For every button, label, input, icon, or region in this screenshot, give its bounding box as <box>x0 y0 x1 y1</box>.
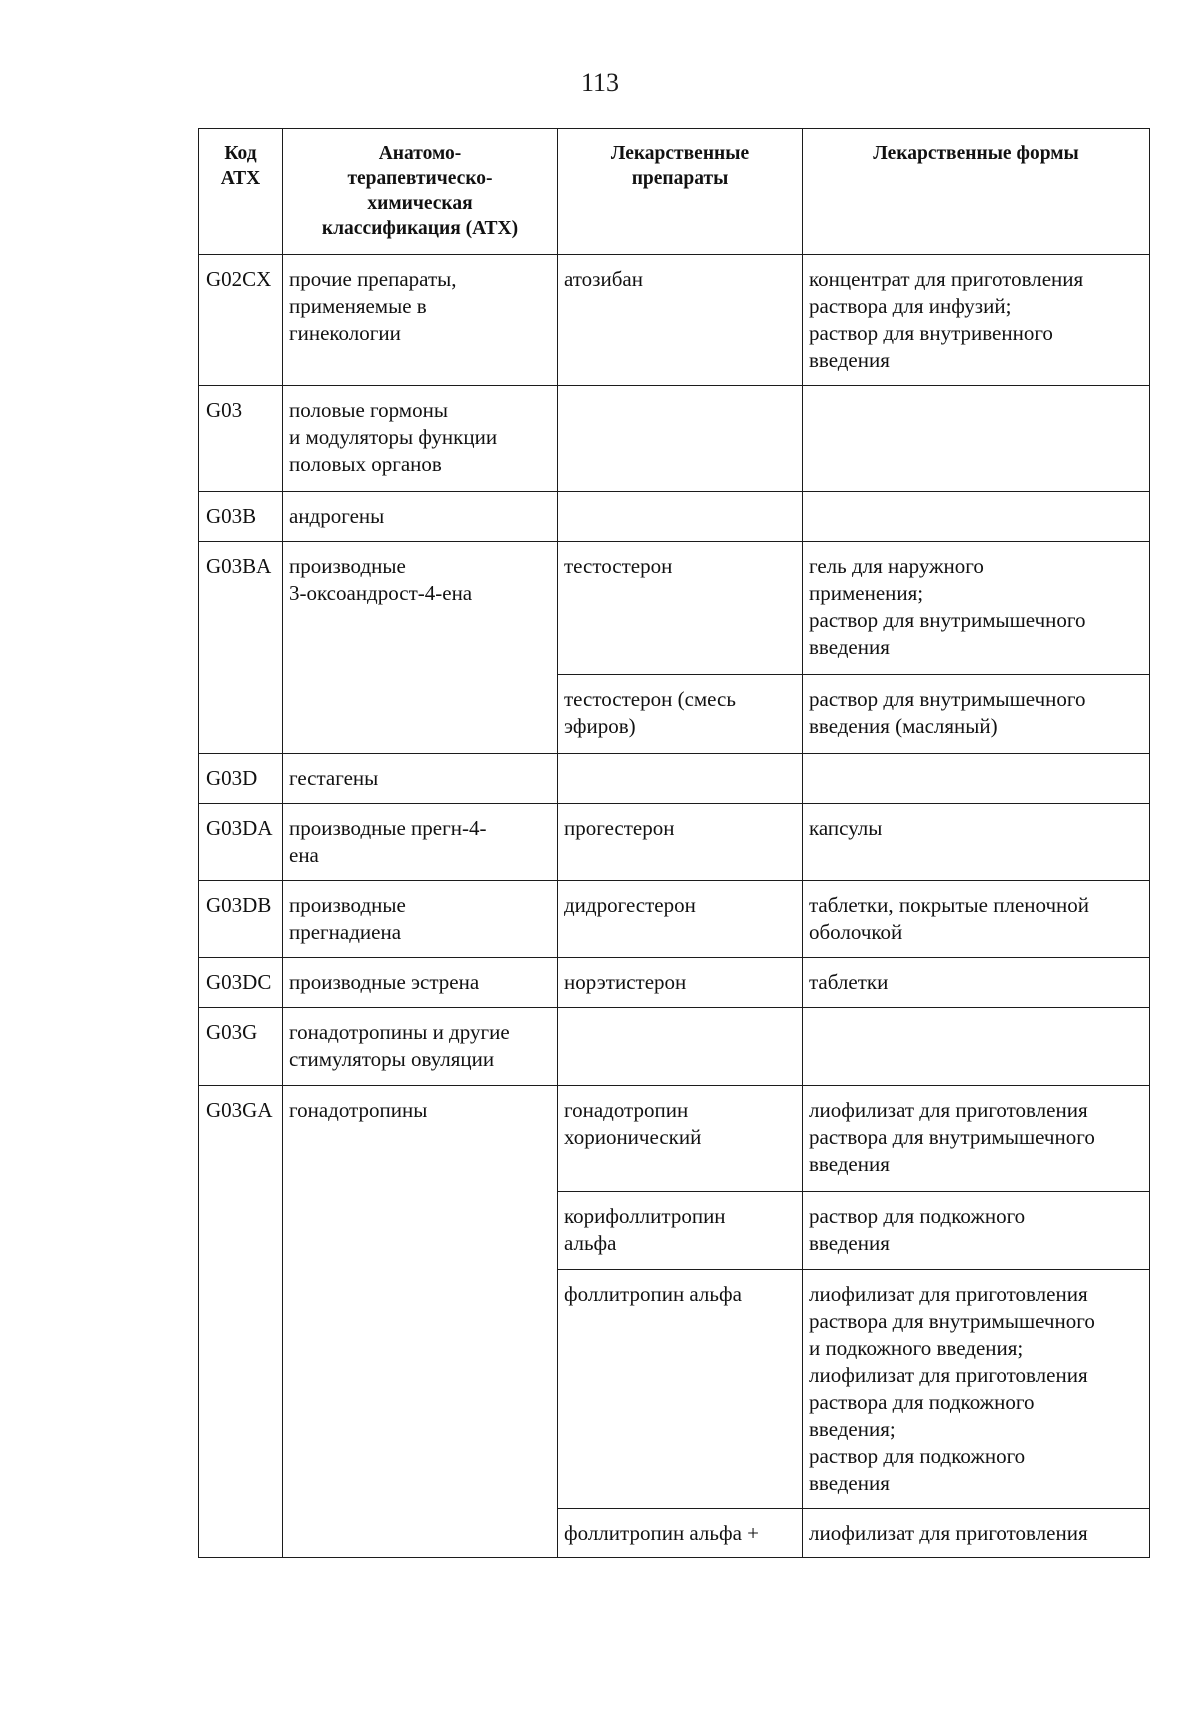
table-row-g03dc <box>199 958 1150 1008</box>
cell-classification: гонадотропины и другие стимуляторы овуляции <box>283 1008 558 1086</box>
cell-forms: гель для наружного применения; раствор для внутримышечного введения <box>803 542 1150 675</box>
cell-code: G03GA <box>199 1086 283 1558</box>
cell-forms: таблетки <box>803 958 1150 1008</box>
cell-classification: производные прегн-4- ена <box>283 804 558 881</box>
cell-code: G03 <box>199 386 283 492</box>
cell-code: G03DB <box>199 881 283 958</box>
cell-forms: таблетки, покрытые пленочной оболочкой <box>803 881 1150 958</box>
header-forms: Лекарственные формы <box>803 129 1150 255</box>
table-row-g03 <box>199 386 1150 492</box>
header-code: Код АТХ <box>199 129 283 255</box>
cell-drug: тестостерон <box>558 542 803 675</box>
cell-code: G03D <box>199 754 283 804</box>
table-row-g03da <box>199 804 1150 881</box>
cell-code: G02CX <box>199 255 283 386</box>
cell-classification: андрогены <box>283 492 558 542</box>
cell-code: G03G <box>199 1008 283 1086</box>
cell-drug: прогестерон <box>558 804 803 881</box>
cell-classification: половые гормоны и модуляторы функции половых органов <box>283 386 558 492</box>
cell-forms: лиофилизат для приготовления раствора для внутримышечного введения <box>803 1086 1150 1192</box>
cell-forms-empty <box>803 386 1150 492</box>
cell-code: G03DC <box>199 958 283 1008</box>
cell-classification: производные 3-оксоандрост-4-ена <box>283 542 558 754</box>
cell-drug: корифоллитропин альфа <box>558 1192 803 1270</box>
cell-drug: норэтистерон <box>558 958 803 1008</box>
cell-drug: гонадотропин хорионический <box>558 1086 803 1192</box>
atc-drug-table <box>198 128 1150 1558</box>
table-row-g03ba <box>199 542 1150 675</box>
cell-forms: лиофилизат для приготовления раствора для внутримышечного и подкожного введения; лиофилизат для приготовления раствора для подкожного введения; раствор для подкожного введения <box>803 1270 1150 1509</box>
cell-drug: атозибан <box>558 255 803 386</box>
cell-code: G03B <box>199 492 283 542</box>
table-row-g03d <box>199 754 1150 804</box>
cell-classification: гонадотропины <box>283 1086 558 1558</box>
cell-code: G03DA <box>199 804 283 881</box>
cell-forms-empty <box>803 754 1150 804</box>
table-row-g03db <box>199 881 1150 958</box>
table-header-row <box>199 129 1150 255</box>
cell-drug: фоллитропин альфа + <box>558 1509 803 1558</box>
table-row-g03g <box>199 1008 1150 1086</box>
table-row-g02cx <box>199 255 1150 386</box>
cell-forms: раствор для внутримышечного введения (масляный) <box>803 675 1150 754</box>
cell-forms-empty <box>803 492 1150 542</box>
table-row-g03b <box>199 492 1150 542</box>
page-number: 113 <box>580 68 620 97</box>
cell-drug-empty <box>558 1008 803 1086</box>
cell-code: G03BA <box>199 542 283 754</box>
cell-drug-empty <box>558 492 803 542</box>
cell-classification: прочие препараты, применяемые в гинекологии <box>283 255 558 386</box>
cell-classification: гестагены <box>283 754 558 804</box>
cell-forms-empty <box>803 1008 1150 1086</box>
cell-forms: лиофилизат для приготовления <box>803 1509 1150 1558</box>
table-row-g03ga <box>199 1086 1150 1192</box>
cell-classification: производные эстрена <box>283 958 558 1008</box>
header-classification: Анатомо- терапевтическо- химическая классификация (АТХ) <box>283 129 558 255</box>
cell-drug: дидрогестерон <box>558 881 803 958</box>
cell-drug-empty <box>558 754 803 804</box>
cell-forms: раствор для подкожного введения <box>803 1192 1150 1270</box>
cell-drug: фоллитропин альфа <box>558 1270 803 1509</box>
header-drugs: Лекарственные препараты <box>558 129 803 255</box>
cell-forms: концентрат для приготовления раствора для инфузий; раствор для внутривенного введения <box>803 255 1150 386</box>
cell-drug: тестостерон (смесь эфиров) <box>558 675 803 754</box>
cell-classification: производные прегнадиена <box>283 881 558 958</box>
cell-drug-empty <box>558 386 803 492</box>
cell-forms: капсулы <box>803 804 1150 881</box>
